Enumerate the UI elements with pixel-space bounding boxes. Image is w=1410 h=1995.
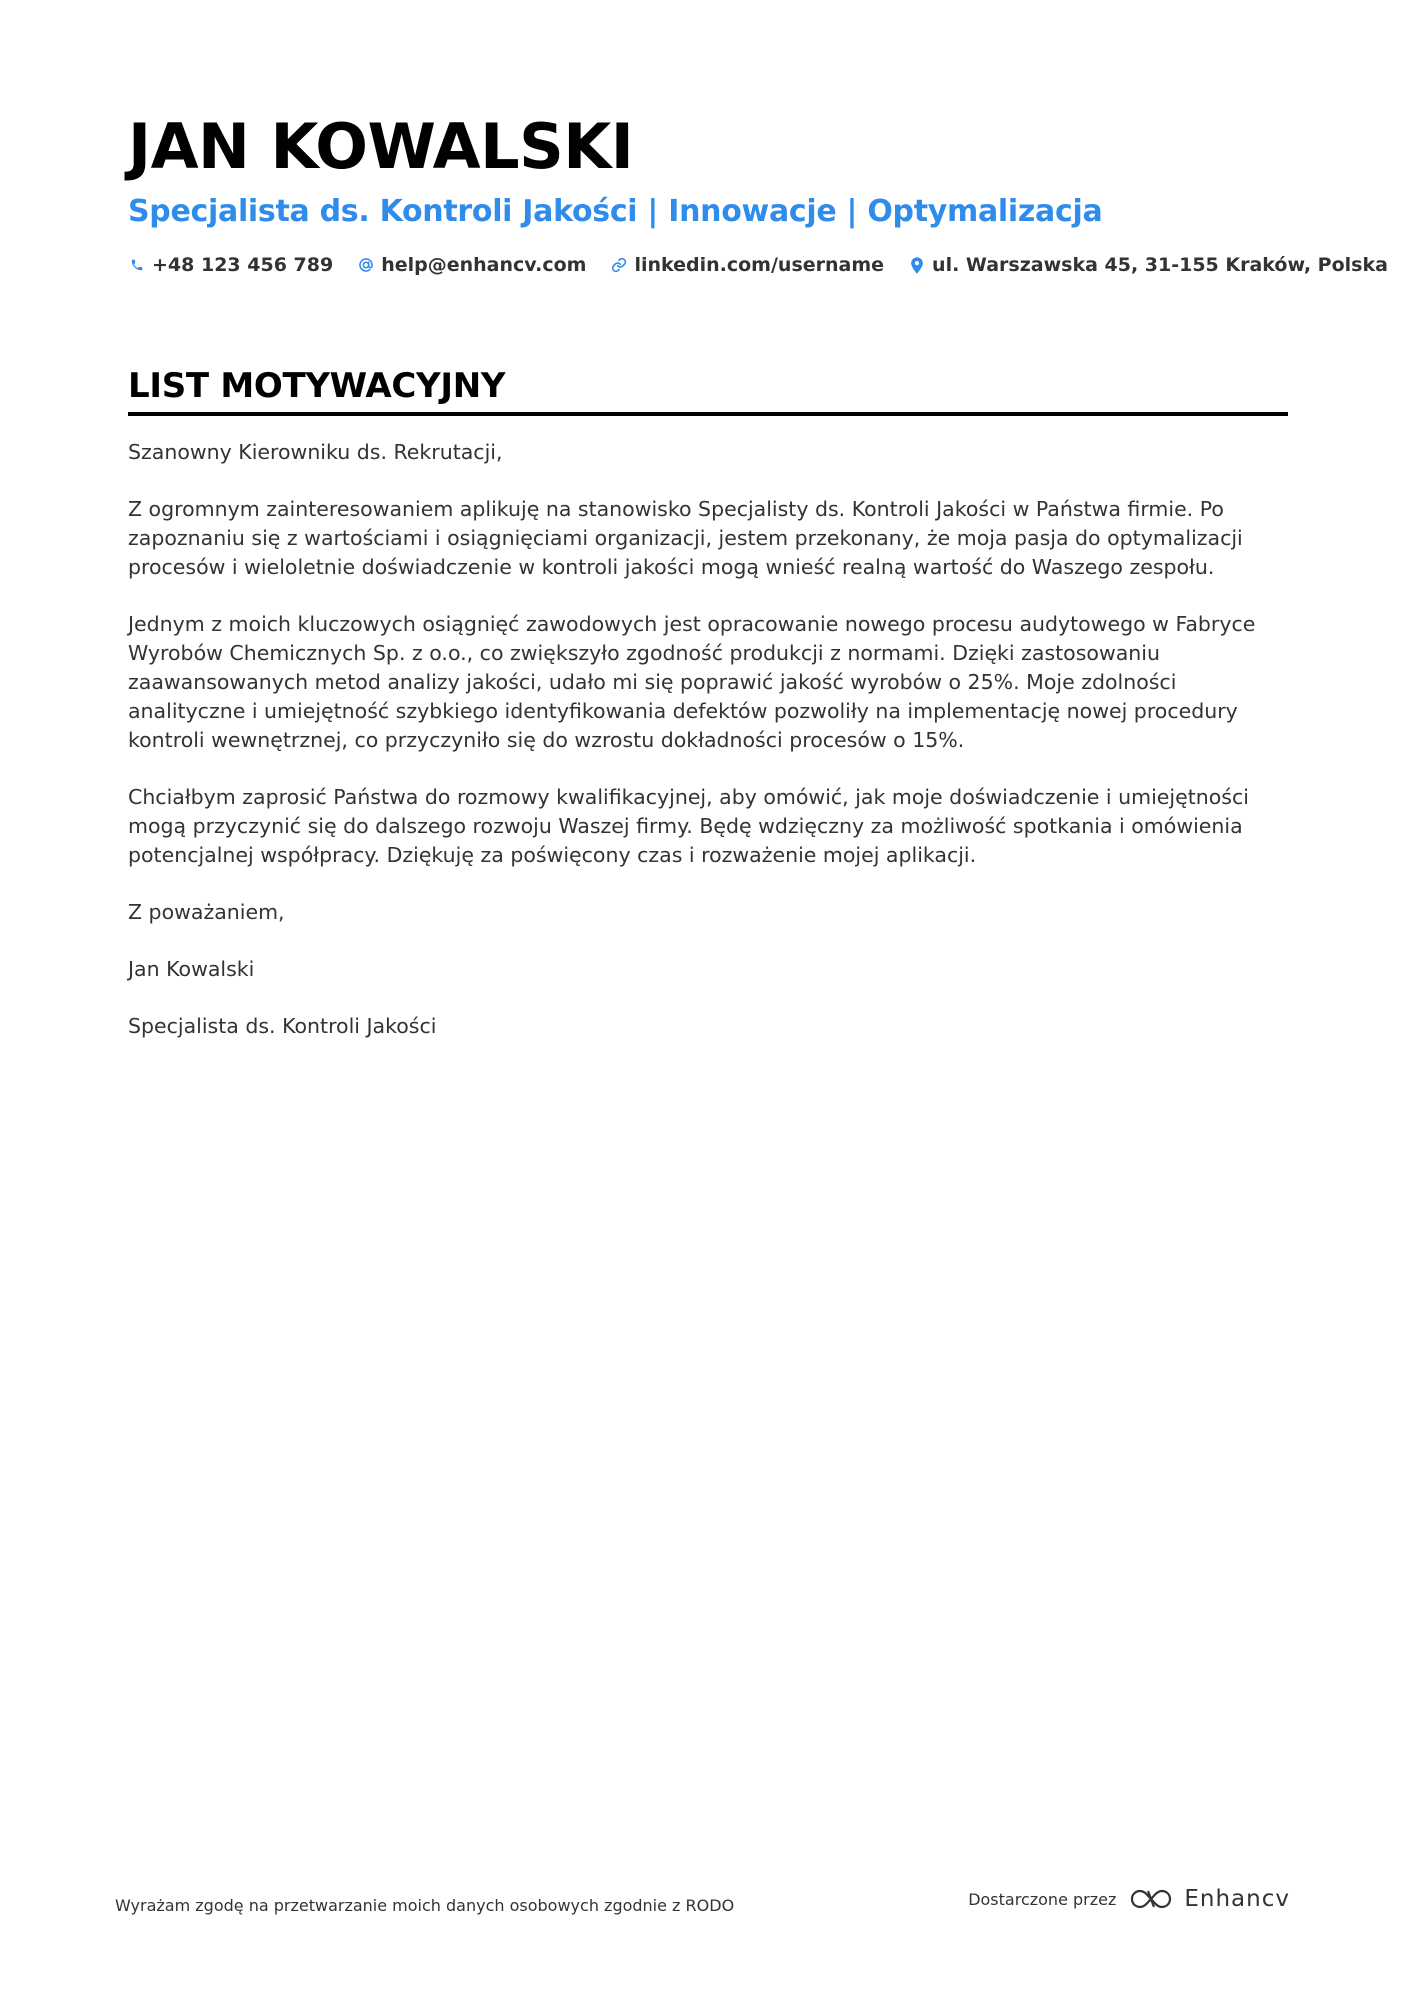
signature-name: Jan Kowalski — [128, 957, 255, 981]
phone-text: +48 123 456 789 — [152, 254, 334, 276]
at-sign-icon — [357, 256, 375, 274]
letter-paragraph: Jednym z moich kluczowych osiągnięć zawodowych jest opracowanie nowego procesu audytowego w Fabryce Wyrobów Chemicznych Sp. z o.o., co zwiększyło zgodność produkcji z normami. Dzięki zastosowaniu zaawansowanych metod analizy jakości, udało mi się poprawić jakość wyrobów o 25%. Moje zdolności analityczne i umiejętność szybkiego identyfikowania defektów pozwoliły na implementację nowej procedury kontroli wewnętrznej, co przyczyniło się do wzrostu dokładności procesów o 15%. — [128, 612, 1256, 752]
powered-by[interactable] — [968, 1886, 1290, 1912]
contact-phone — [128, 254, 333, 276]
map-pin-icon — [908, 256, 926, 274]
address-text: ul. Warszawska 45, 31-155 Kraków, Polska — [932, 254, 1388, 276]
linkedin-text: linkedin.com/username — [634, 254, 885, 276]
cover-letter-section — [128, 364, 1288, 1069]
contact-email — [357, 254, 586, 276]
section-divider — [128, 412, 1288, 416]
signature-title: Specjalista ds. Kontroli Jakości — [128, 1014, 437, 1038]
phone-icon — [128, 256, 146, 274]
letter-closing: Z poważaniem, — [128, 900, 285, 924]
applicant-title: Specjalista ds. Kontroli Jakości | Innowacje | Optymalizacja — [128, 194, 1103, 229]
letter-paragraph: Chciałbym zaprosić Państwa do rozmowy kwalifikacyjnej, aby omówić, jak moje doświadczenie i umiejętności mogą przyczynić się do dalszego rozwoju Waszej firmy. Będę wdzięczny za możliwość spotkania i omówienia potencjalnej współpracy. Dziękuję za poświęcony czas i rozważenie mojej aplikacji. — [128, 785, 1249, 867]
section-title: LIST MOTYWACYJNY — [128, 366, 506, 406]
brand-name: Enhancv — [1184, 1886, 1290, 1912]
email-text: help@enhancv.com — [381, 254, 587, 276]
letter-paragraph: Z ogromnym zainteresowaniem aplikuję na stanowisko Specjalisty ds. Kontroli Jakości w Państwa firmie. Po zapoznaniu się z wartościami i osiągnięciami organizacji, jestem przekonany, że moja pasja do optymalizacji procesów i wieloletnie doświadczenie w kontroli jakości mogą wnieść realną wartość do Waszego zespołu. — [128, 497, 1243, 579]
contact-bar — [128, 254, 1388, 276]
letter-greeting: Szanowny Kierowniku ds. Rekrutacji, — [128, 440, 503, 464]
header — [128, 110, 1388, 276]
contact-address — [908, 254, 1388, 276]
enhancv-logo-icon — [1128, 1886, 1174, 1912]
contact-linkedin — [610, 254, 884, 276]
footer — [115, 1886, 1290, 1926]
link-icon — [610, 256, 628, 274]
powered-by-label: Dostarczone przez — [968, 1889, 1117, 1909]
applicant-name: JAN KOWALSKI — [128, 110, 634, 183]
gdpr-consent: Wyrażam zgodę na przetwarzanie moich danych osobowych zgodnie z RODO — [115, 1896, 735, 1915]
letter-body — [128, 438, 1288, 1041]
